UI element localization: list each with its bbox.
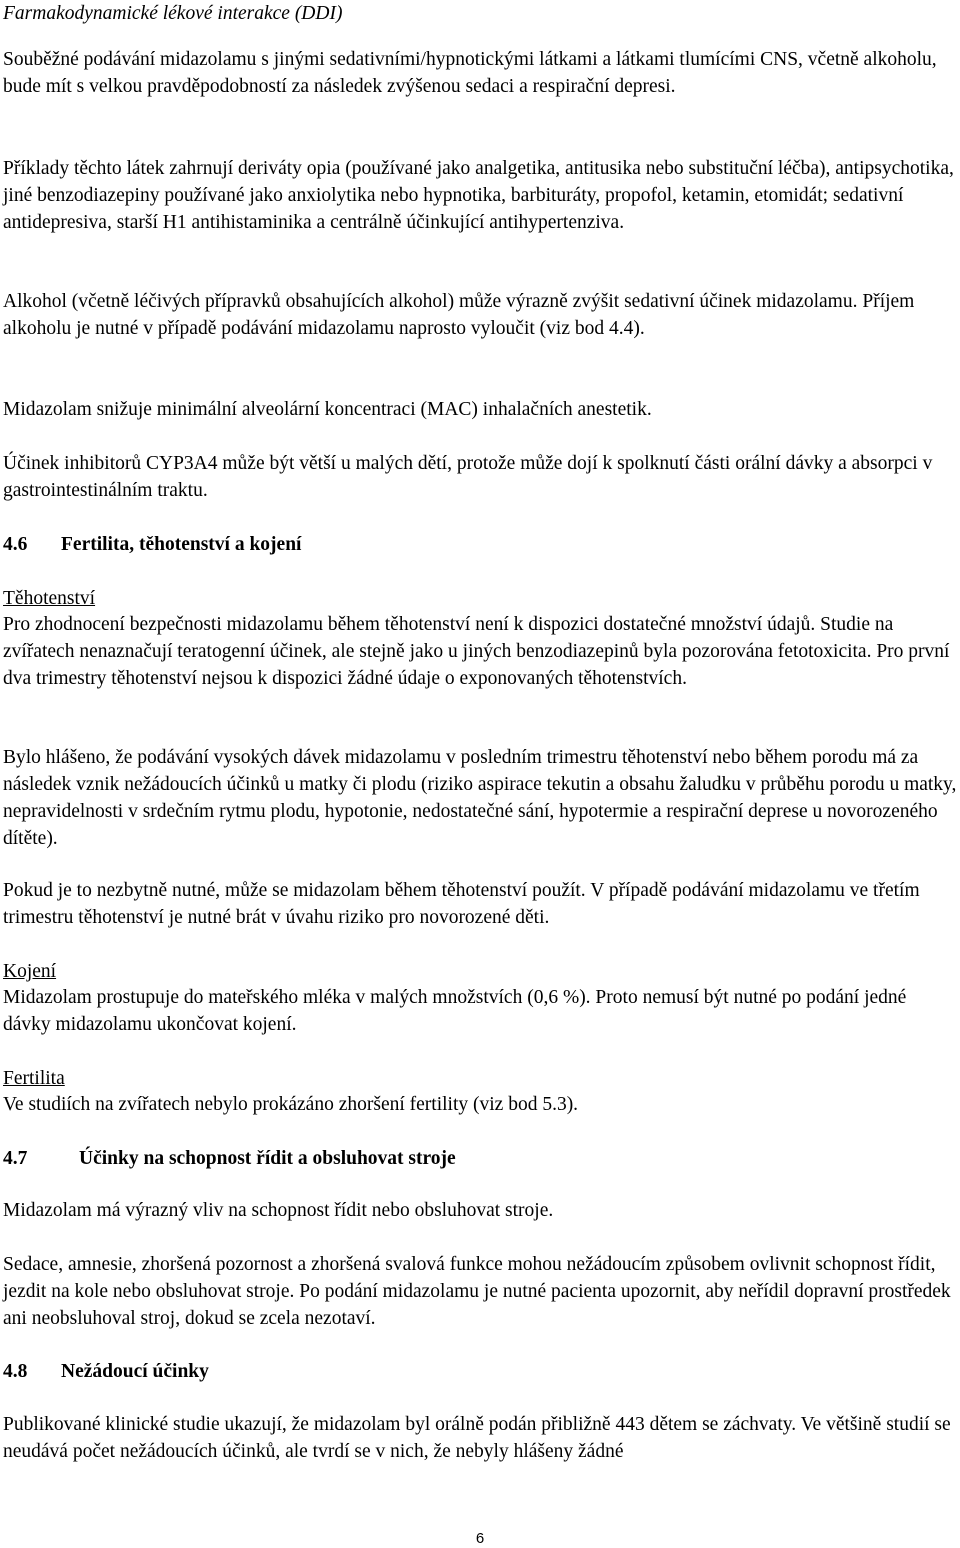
paragraph-pregnancy-safety: Pro zhodnocení bezpečnosti midazolamu během těhotenství není k dispozici dostatečné množství údajů. Studie na zvířatech nenaznačují teratogenní účinek, ale stejně jako u jiných benzodiazepinů byla pozorována fetotoxicita. Pro první dva trimestry těhotenství nejsou k dispozici žádné údaje o exponovaných těhotenstvích. bbox=[3, 614, 950, 689]
subheading-pregnancy: Těhotenství bbox=[3, 588, 96, 609]
paragraph-alcohol: Alkohol (včetně léčivých přípravků obsahujících alkohol) může výrazně zvýšit sedativní účinek midazolamu. Příjem alkoholu je nutné v případě podávání midazolamu naprosto vyloučit (viz bod 4.4). bbox=[3, 291, 915, 339]
subheading-fertility: Fertilita bbox=[3, 1068, 65, 1089]
section-heading-4-7 bbox=[3, 1145, 456, 1172]
section-title: Nežádoucí účinky bbox=[61, 1361, 209, 1382]
paragraph-fertility: Ve studiích na zvířatech nebylo prokázáno zhoršení fertility (viz bod 5.3). bbox=[3, 1094, 579, 1115]
section-subtitle: Farmakodynamické lékové interakce (DDI) bbox=[3, 3, 343, 24]
section-number: 4.8 bbox=[3, 1361, 28, 1382]
page-number: 6 bbox=[475, 1530, 485, 1547]
section-number: 4.7 bbox=[3, 1148, 28, 1169]
paragraph-examples: Příklady těchto látek zahrnují deriváty opia (používané jako analgetika, antitusika nebo substituční léčba), antipsychotika, jiné benzodiazepiny používané jako anxiolytika nebo hypnotika, barbituráty, propofol, ketamin, etomidát; sedativní antidepresiva, starší H1 antihistaminika a centrálně účinkující antihypertenziva. bbox=[3, 158, 954, 233]
paragraph-mac: Midazolam snižuje minimální alveolární koncentraci (MAC) inhalačních anestetik. bbox=[3, 399, 652, 420]
section-title: Fertilita, těhotenství a kojení bbox=[61, 534, 302, 555]
paragraph-cyp3a4: Účinek inhibitorů CYP3A4 může být větší u malých dětí, protože může dojí k spolknutí části orální dávky a absorpci v gastrointestinálním traktu. bbox=[3, 453, 933, 501]
paragraph-driving-effect: Midazolam má výrazný vliv na schopnost řídit nebo obsluhovat stroje. bbox=[3, 1200, 554, 1221]
paragraph-pregnancy-use: Pokud je to nezbytně nutné, může se midazolam během těhotenství použít. V případě podávání midazolamu ve třetím trimestru těhotenství je nutné brát v úvahu riziko pro novorozené děti. bbox=[3, 880, 920, 928]
section-heading-4-6 bbox=[3, 531, 301, 558]
paragraph-driving-warning: Sedace, amnesie, zhoršená pozornost a zhoršená svalová funkce mohou nežádoucím způsobem ovlivnit schopnost řídit, jezdit na kole nebo obsluhovat stroje. Po podání midazolamu je nutné pacienta upozornit, aby neřídil dopravní prostředek ani neobsluhoval stroj, dokud se zcela nezotaví. bbox=[3, 1254, 951, 1329]
paragraph-concomitant-sedatives: Souběžné podávání midazolamu s jinými sedativními/hypnotickými látkami a látkami tlumícími CNS, včetně alkoholu, bude mít s velkou pravděpodobností za následek zvýšenou sedaci a respirační depresi. bbox=[3, 49, 937, 97]
paragraph-pregnancy-late: Bylo hlášeno, že podávání vysokých dávek midazolamu v posledním trimestru těhotenství nebo během porodu má za následek vznik nežádoucích účinků u matky či plodu (riziko aspirace tekutin a obsahu žaludku v průběhu porodu u matky, nepravidelnosti v srdečním rytmu plodu, hypotonie, nedostatečné sání, hypotermie a respirační deprese u novorozeného dítěte). bbox=[3, 747, 957, 849]
paragraph-adverse-effects: Publikované klinické studie ukazují, že midazolam byl orálně podán přibližně 443 dětem se záchvaty. Ve většině studií se neudává počet nežádoucích účinků, ale tvrdí se v nich, že nebyly hlášeny žádné bbox=[3, 1414, 951, 1462]
section-title: Účinky na schopnost řídit a obsluhovat stroje bbox=[79, 1148, 456, 1169]
section-heading-4-8 bbox=[3, 1358, 209, 1385]
subheading-lactation: Kojení bbox=[3, 961, 57, 982]
section-number: 4.6 bbox=[3, 534, 28, 555]
paragraph-lactation: Midazolam prostupuje do mateřského mléka v malých množstvích (0,6 %). Proto nemusí být nutné po podání jedné dávky midazolamu ukončovat kojení. bbox=[3, 987, 907, 1035]
